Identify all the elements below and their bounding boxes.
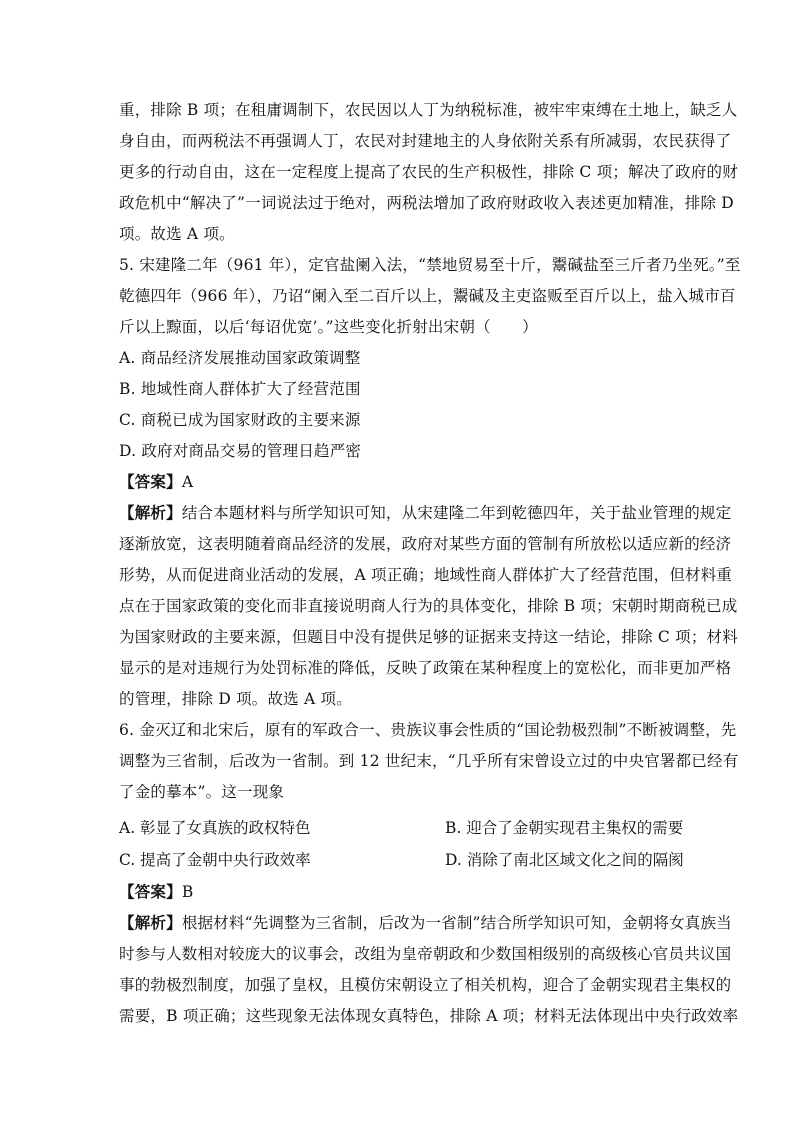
text-line: 项。故选 A 项。	[119, 225, 235, 243]
question-6-answer	[119, 881, 679, 903]
question-5-option-b: B. 地域性商人群体扩大了经营范围	[119, 380, 361, 398]
answer-tag: 【答案】	[119, 882, 182, 901]
answer-value: B	[181, 883, 194, 901]
question-6-stem: 了金的摹本”。这一现象	[119, 783, 285, 801]
question-5-answer	[119, 471, 679, 493]
question-6-stem: 6. 金灭辽和北宋后，原有的军政合一、贵族议事会性质的“国论勃极烈制”不断被调整，先	[119, 721, 737, 739]
question-6-option-c: C. 提高了金朝中央行政效率	[119, 851, 311, 869]
text-line: 重，排除 B 项；在租庸调制下，农民因以人丁为纳税标准，被牢牢束缚在土地上，缺乏人	[119, 101, 738, 119]
analysis-text: 结合本题材料与所学知识可知，从宋建隆二年到乾德四年，关于盐业管理的规定	[181, 504, 732, 522]
text-line: 政危机中“解决了”一词说法过于绝对，两税法增加了政府财政收入表述更加精准，排除 D	[119, 194, 734, 212]
question-5-analysis: 为国家财政的主要来源，但题目中没有提供足够的证据来支持这一结论，排除 C 项；材料	[119, 628, 738, 646]
question-6-option-a: A. 彰显了女真族的政权特色	[119, 819, 311, 837]
question-5-analysis: 点在于国家政策的变化而非直接说明商人行为的具体变化，排除 B 项；宋朝时期商税已成	[119, 597, 738, 615]
question-5-stem: 乾德四年（966 年），乃诏“阑入至二百斤以上，鬻碱及主吏盗贩至百斤以上，盐入城市百	[119, 287, 736, 305]
question-5-analysis	[119, 502, 732, 524]
answer-tag: 【答案】	[119, 472, 182, 491]
question-5-analysis: 形势，从而促进商业活动的发展，A 项正确；地域性商人群体扩大了经营范围，但材料重	[119, 566, 733, 584]
question-6-analysis: 时参与人数相对较庞大的议事会，改组为皇帝朝政和少数国相级别的高级核心官员共议国	[119, 945, 732, 963]
question-5-analysis: 逐渐放宽，这表明随着商品经济的发展，政府对某些方面的管制有所放松以适应新的经济	[119, 535, 732, 553]
question-5-option-d: D. 政府对商品交易的管理日趋严密	[119, 442, 362, 460]
question-5-option-a: A. 商品经济发展推动国家政策调整	[119, 349, 361, 367]
question-6-option-b: B. 迎合了金朝实现君主集权的需要	[445, 819, 684, 837]
question-5-analysis: 的管理，排除 D 项。故选 A 项。	[119, 690, 352, 708]
analysis-tag: 【解析】	[119, 503, 182, 522]
question-6-analysis: 事的勃极烈制度，加强了皇权，且模仿宋朝设立了相关机构，迎合了金朝实现君主集权的	[119, 976, 732, 994]
question-5-stem: 5. 宋建隆二年（961 年），定官盐阑入法，“禁地贸易至十斤，鬻碱盐至三斤者乃坐死。”至	[119, 256, 741, 274]
text-line: 身自由，而两税法不再强调人丁，农民对封建地主的人身依附关系有所减弱，农民获得了	[119, 132, 732, 150]
question-5-stem: 斤以上黥面，以后‘每诏优宽’。”这些变化折射出宋朝（ ）	[119, 318, 538, 336]
question-6-stem: 调整为三省制，后改为一省制。到 12 世纪末，“几乎所有宋曾设立过的中央官署都已经有	[119, 752, 739, 770]
answer-value: A	[181, 473, 194, 491]
question-6-analysis: 需要，B 项正确；这些现象无法体现女真特色，排除 A 项；材料无法体现出中央行政效率	[119, 1007, 739, 1025]
question-6-option-d: D. 消除了南北区域文化之间的隔阂	[445, 851, 684, 869]
question-6-analysis	[119, 912, 732, 934]
question-5-option-c: C. 商税已成为国家财政的主要来源	[119, 411, 361, 429]
question-5-analysis: 显示的是对违规行为处罚标准的降低，反映了政策在某种程度上的宽松化，而非更加严格	[119, 659, 732, 677]
text-line: 更多的行动自由，这在一定程度上提高了农民的生产积极性，排除 C 项；解决了政府的财	[119, 163, 738, 181]
analysis-tag: 【解析】	[119, 913, 182, 932]
analysis-text: 根据材料“先调整为三省制，后改为一省制”结合所学知识可知，金朝将女真族当	[181, 914, 732, 932]
